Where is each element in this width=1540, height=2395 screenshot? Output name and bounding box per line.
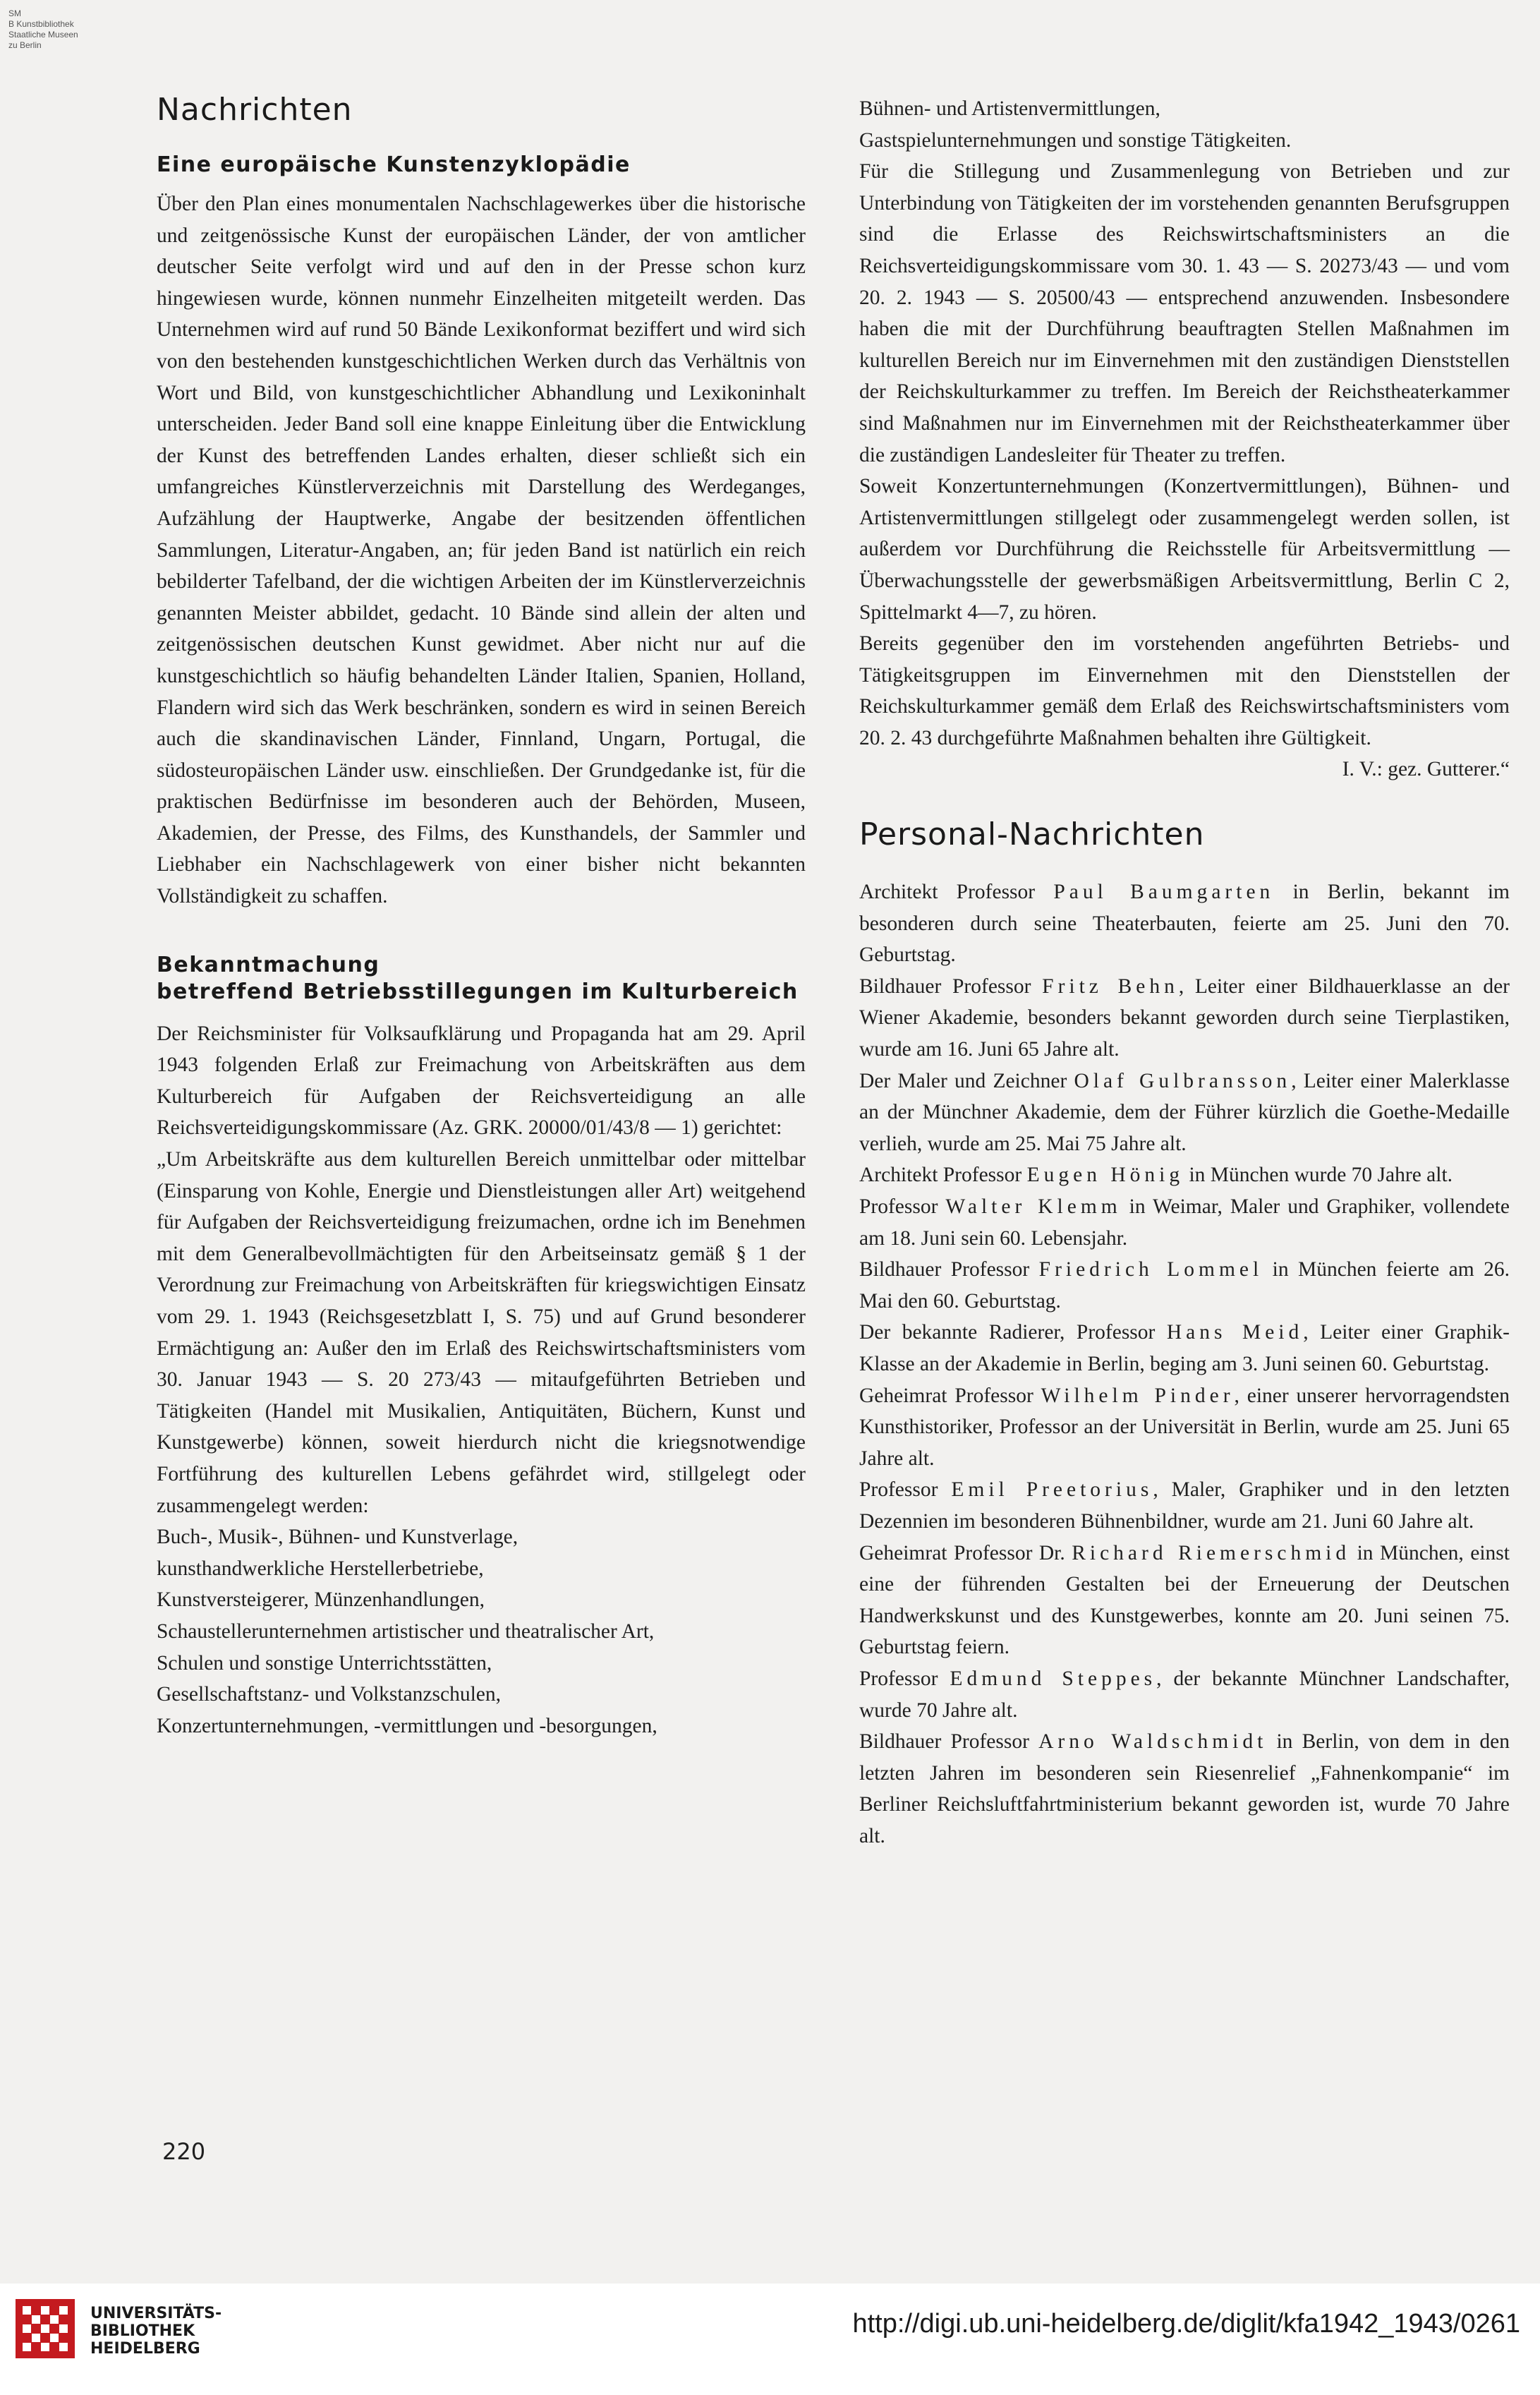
business-list bbox=[157, 1521, 806, 1742]
person-name: Eugen Hönig bbox=[1026, 1164, 1184, 1187]
personal-entry: Der bekannte Radierer, Professor Hans Meid, Leiter einer Graphik-Klasse an der Akademie in Berlin, beging am 3. Juni seinen 60. Geburtstag. bbox=[859, 1321, 1510, 1375]
library-name: UNIVERSITÄTS- BIBLIOTHEK HEIDELBERG bbox=[90, 2305, 222, 2358]
decree-paragraph: Soweit Konzertunternehmungen (Konzertvermittlungen), Bühnen- und Artistenvermittlungen stillgelegt oder zusammengelegt werden sollen, ist außerdem vor Durchführung die Reichsstelle für Arbeitsvermittlung — Überwachungsstelle der gewerbsmäßigen Arbeitsvermittlung, Berlin C 2, Spittelmarkt 4—7, zu hören. bbox=[859, 475, 1510, 624]
list-item: kunsthandwerkliche Herstellerbetriebe, bbox=[157, 1557, 484, 1580]
personal-entry: Geheimrat Professor Dr. Richard Riemerschmid in München, einst eine der führenden Gestalten bei der Erneuerung der Deutschen Handwerkskunst und des Kunstgewerbes, konnte am 20. Juni seinen 75. Geburtstag feiern. bbox=[859, 1541, 1510, 1659]
person-name: Wilhelm Pinder bbox=[1041, 1384, 1235, 1407]
left-column bbox=[157, 92, 806, 1742]
personal-entry: Architekt Professor Eugen Hönig in München wurde 70 Jahre alt. bbox=[859, 1164, 1453, 1187]
personal-entry: Architekt Professor Paul Baumgarten in Berlin, bekannt im besonderen durch seine Theaterbauten, feierte am 25. Juni den 70. Geburtstag. bbox=[859, 881, 1510, 967]
signature: I. V.: gez. Gutterer.“ bbox=[1342, 758, 1510, 781]
person-name: Hans Meid bbox=[1166, 1321, 1304, 1344]
personal-entry: Professor Walter Klemm in Weimar, Maler und Graphiker, vollendete am 18. Juni sein 60. Lebensjahr. bbox=[859, 1195, 1510, 1250]
person-name: Friedrich Lommel bbox=[1038, 1258, 1263, 1281]
section-heading-personal: Personal-Nachrichten bbox=[859, 816, 1205, 853]
article-intro-bekanntmachung: Der Reichsminister für Volksaufklärung und Propaganda hat am 29. April 1943 folgenden Erlaß zur Freimachung von Arbeitskräften aus dem Kulturbereich für Aufgaben der Reichsverteidigung an alle Reichsverteidigungskommissare (Az. GRK. 20000/01/43/8 — 1) gerichtet: bbox=[157, 1022, 806, 1140]
stamp-line: zu Berlin bbox=[8, 40, 42, 50]
list-item: Bühnen- und Artistenvermittlungen, bbox=[859, 97, 1160, 120]
page-number: 220 bbox=[162, 2138, 206, 2165]
right-column bbox=[859, 92, 1510, 1852]
title-line: betreffend Betriebsstillegungen im Kulturbereich bbox=[157, 979, 799, 1004]
person-name: Edmund Steppes bbox=[950, 1667, 1157, 1690]
personal-entry: Der Maler und Zeichner Olaf Gulbransson, Leiter einer Malerklasse an der Münchner Akademie, dem der Führer kürzlich die Goethe-Medaille verlieh, wurde am 25. Mai 75 Jahre alt. bbox=[859, 1069, 1510, 1155]
article-title-bekanntmachung bbox=[157, 952, 806, 1006]
personal-entry: Professor Emil Preetorius, Maler, Graphiker und in den letzten Dezennien im besonderen Bühnenbildner, wurde am 21. Juni 60 Jahre alt. bbox=[859, 1478, 1510, 1533]
personal-entry: Bildhauer Professor Friedrich Lommel in München feierte am 26. Mai den 60. Geburtstag. bbox=[859, 1258, 1510, 1313]
list-item: Gesellschaftstanz- und Volkstanzschulen, bbox=[157, 1683, 502, 1706]
personal-entry: Professor Edmund Steppes, der bekannte Münchner Landschafter, wurde 70 Jahre alt. bbox=[859, 1667, 1510, 1722]
article-title-kunstenzyklopaedie: Eine europäische Kunstenzyklopädie bbox=[157, 152, 631, 177]
stamp-line: Staatliche Museen bbox=[8, 30, 78, 40]
personal-entry: Bildhauer Professor Arno Waldschmidt in Berlin, von dem in den letzten Jahren im besonderen sein Riesenrelief „Fahnenkompanie“ im Berliner Reichsluftfahrtministerium bekannt geworden ist, wurde 70 Jahre alt. bbox=[859, 1730, 1510, 1847]
article-body-kunstenzyklopaedie: Über den Plan eines monumentalen Nachschlagewerkes über die historische und zeitgenössische Kunst der europäischen Länder, der von amtlicher deutscher Seite verfolgt wird und auf den in der Presse schon kurz hingewiesen wurde, können nunmehr Einzelheiten mitgeteilt werden. Das Unternehmen wird auf rund 50 Bände Lexikonformat beziffert und wird sich von den bestehenden kunstgeschichtlichen Werken durch das Verhältnis von Wort und Bild, von kunstgeschichtlicher Abhandlung und Lexikoninhalt unterscheiden. Jeder Band soll eine knappe Einleitung über die Entwicklung der Kunst des betreffenden Landes erhalten, dieser schließt sich ein umfangreiches Künstlerverzeichnis mit Darstellung des Werdeganges, Aufzählung der Hauptwerke, Angabe der besitzenden öffentlichen Sammlungen, Literatur-Angaben, an; für jeden Band ist natürlich ein reich bebilderter Tafelband, der die wichtigen Arbeiten der im Künstlerverzeichnis genannten Meister abbildet, gedacht. 10 Bände sind allein der alten und zeitgenössischen deutschen Kunst gewidmet. Aber nicht nur auf die kunstgeschichtlich so häufig behandelten Länder Italien, Spanien, Holland, Flandern wird sich das Werk beschränken, sondern es wird in seinen Bereich auch die skandinavischen Länder, Finnland, Ungarn, Portugal, die südosteuropäischen Länder usw. einschließen. Der Grundgedanke ist, für die praktischen Bedürfnisse im besonderen auch der Behörden, Museen, Akademien, der Presse, des Films, des Kunsthandels, der Sammler und Liebhaber ein Nachschlagewerk von einer bisher nicht bekannten Vollständigkeit zu schaffen. bbox=[157, 193, 806, 908]
stamp-line: B Kunstbibliothek bbox=[8, 19, 74, 29]
personal-entry: Bildhauer Professor Fritz Behn, Leiter einer Bildhauerklasse an der Wiener Akademie, besonders bekannt geworden durch seine Tierplastiken, wurde am 16. Juni 65 Jahre alt. bbox=[859, 975, 1510, 1061]
stamp-line: SM bbox=[8, 8, 21, 18]
personal-entry: Geheimrat Professor Wilhelm Pinder, einer unserer hervorragendsten Kunsthistoriker, Professor an der Universität in Berlin, wurde am 25. Juni 65 Jahre alt. bbox=[859, 1384, 1510, 1470]
list-item: Schulen und sonstige Unterrichtsstätten, bbox=[157, 1651, 492, 1675]
title-line: Bekanntmachung bbox=[157, 952, 380, 977]
person-name: Walter Klemm bbox=[945, 1195, 1122, 1218]
library-stamp bbox=[8, 8, 78, 51]
list-item: Kunstversteigerer, Münzenhandlungen, bbox=[157, 1588, 485, 1612]
person-name: Arno Waldschmidt bbox=[1038, 1730, 1268, 1754]
list-item: Buch-, Musik-, Bühnen- und Kunstverlage, bbox=[157, 1526, 519, 1549]
decree-paragraph: Bereits gegenüber den im vorstehenden angeführten Betriebs- und Tätigkeitsgruppen im Einvernehmen mit den Dienststellen der Reichskulturkammer gemäß dem Erlaß des Reichswirtschaftsministers vom 20. 2. 43 durchgeführte Maßnahmen behalten ihre Gültigkeit. bbox=[859, 632, 1510, 749]
university-logo-icon bbox=[16, 2299, 75, 2358]
source-url-link[interactable]: http://digi.ub.uni-heidelberg.de/diglit/kfa1942_1943/0261 bbox=[852, 2309, 1520, 2339]
footer-bar bbox=[0, 2284, 1540, 2395]
person-name: Olaf Gulbransson bbox=[1074, 1069, 1292, 1092]
section-heading-nachrichten: Nachrichten bbox=[157, 92, 353, 128]
person-name: Fritz Behn bbox=[1042, 975, 1179, 998]
person-name: Richard Riemerschmid bbox=[1072, 1541, 1351, 1564]
decree-paragraph: Für die Stillegung und Zusammenlegung von Betrieben und zur Unterbindung von Tätigkeiten der im vorstehenden genannten Berufsgruppen sind die Erlasse des Reichswirtschaftsministers an die Reichsverteidigungskommissare vom 30. 1. 43 — S. 20273/43 — und vom 20. 2. 1943 — S. 20500/43 — entsprechend anzuwenden. Insbesondere haben die mit der Durchführung beauftragten Stellen Maßnahmen im kulturellen Bereich nur im Einvernehmen mit den zuständigen Dienststellen der Reichskulturkammer zu treffen. Im Bereich der Reichstheaterkammer sind Maßnahmen nur im Einvernehmen mit der Reichstheaterkammer über die zuständigen Landesleiter für Theater zu treffen. bbox=[859, 160, 1510, 466]
person-name: Paul Baumgarten bbox=[1053, 881, 1275, 904]
list-item: Konzertunternehmungen, -vermittlungen und -besorgungen, bbox=[157, 1714, 657, 1737]
person-name: Emil Preetorius bbox=[951, 1478, 1153, 1502]
list-item: Schaustellerunternehmen artistischer und theatralischer Art, bbox=[157, 1619, 655, 1643]
list-item: Gastspielunternehmungen und sonstige Tätigkeiten. bbox=[859, 128, 1292, 152]
decree-quote: „Um Arbeitskräfte aus dem kulturellen Bereich unmittelbar oder mittelbar (Einsparung von Kohle, Energie und Dienstleistungen aller Art) weitgehend für Aufgaben der Reichsverteidigung freizumachen, ordne ich im Benehmen mit dem Generalbevollmächtigten für den Arbeitseinsatz gemäß § 1 der Verordnung zur Freimachung von Arbeitskräften für kriegswichtigen Einsatz vom 29. 1. 1943 (Reichsgesetzblatt I, S. 75) und auf Grund besonderer Ermächtigung an: Außer den im Erlaß des Reichswirtschaftsministers vom 30. Januar 1943 — S. 20 273/43 — mitaufgeführten Betrieben und Tätigkeiten (Handel mit Musikalien, Antiquitäten, Büchern, Kunst und Kunstgewerbe) können, soweit hierdurch nicht die kriegsnotwendige Fortführung des kulturellen Lebens gefährdet wird, stillgelegt oder zusammengelegt werden: bbox=[157, 1148, 806, 1517]
continued-list bbox=[859, 93, 1510, 156]
personal-news-list bbox=[859, 876, 1510, 1852]
